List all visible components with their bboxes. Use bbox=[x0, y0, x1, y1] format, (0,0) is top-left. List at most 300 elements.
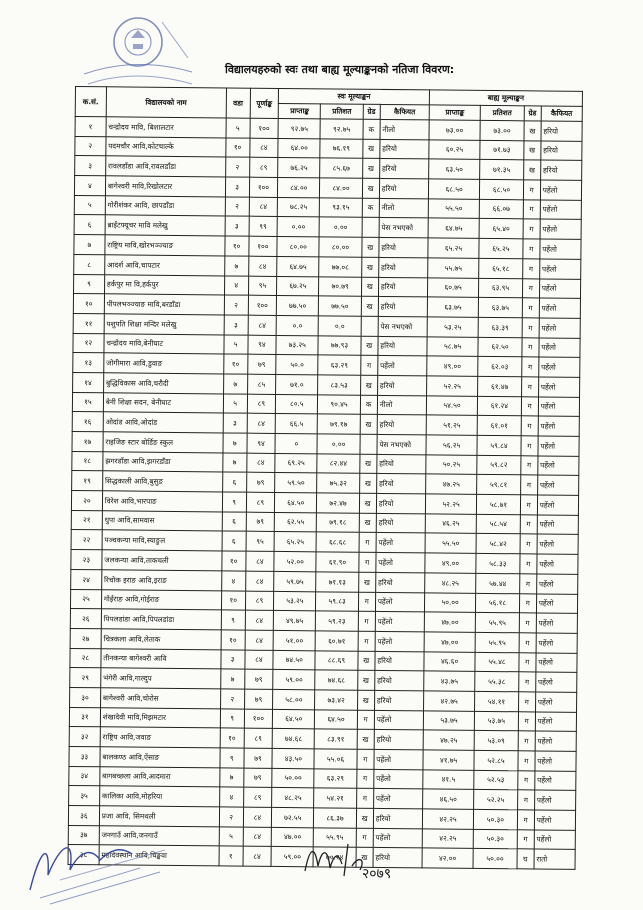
cell-ext-grade: ख bbox=[524, 121, 541, 141]
cell-ext-percent: ६१.०१ bbox=[477, 416, 521, 436]
cell-ext-grade: ग bbox=[522, 298, 539, 318]
cell-self-grade: ख bbox=[358, 651, 375, 671]
cell-ext-grade: ग bbox=[523, 239, 540, 259]
cell-ext-grade: घ bbox=[517, 849, 534, 869]
cell-self-obtained: ५३.२५ bbox=[274, 591, 316, 611]
cell-full-marks: ८४ bbox=[249, 138, 278, 158]
cell-sn: २९ bbox=[70, 668, 101, 688]
cell-self-percent: ७९.१८ bbox=[317, 513, 359, 533]
cell-ward: ९ bbox=[221, 610, 245, 630]
cell-sn: ३६ bbox=[68, 806, 99, 826]
cell-ext-percent: ७१.३५ bbox=[480, 160, 524, 180]
cell-self-remarks: पहेंलो bbox=[373, 789, 422, 809]
cell-full-marks: ७९ bbox=[246, 512, 275, 532]
cell-self-remarks: नीलो bbox=[380, 119, 429, 139]
cell-self-obtained: ६४.७५ bbox=[277, 256, 319, 276]
cell-full-marks: ८४ bbox=[249, 197, 278, 217]
header-self-remarks: कैफियत bbox=[380, 104, 429, 119]
cell-ext-grade: ग bbox=[521, 396, 538, 416]
cell-self-percent: ७२.४७ bbox=[317, 493, 359, 513]
cell-self-obtained: ५९.०० bbox=[273, 670, 315, 690]
cell-ext-obtained: ४७.२५ bbox=[423, 730, 475, 750]
cell-ext-grade: ग bbox=[518, 751, 535, 771]
cell-full-marks: १०० bbox=[248, 295, 277, 315]
cell-ext-percent: ७१.७३ bbox=[480, 140, 524, 160]
cell-ext-remarks: पहेंलो bbox=[540, 180, 581, 200]
cell-ext-obtained: ५२.२५ bbox=[425, 494, 477, 514]
cell-school-name: राष्ट्रिय मावि,खोरभञ्ज्याङ bbox=[105, 235, 225, 256]
cell-self-remarks: नीलो bbox=[377, 395, 426, 415]
cell-self-obtained: ७३.२५ bbox=[276, 335, 318, 355]
cell-ext-percent: ६३.३९ bbox=[478, 317, 522, 337]
cell-self-percent: ८५.६७ bbox=[320, 158, 362, 178]
cell-school-name: चित्रकला आवि,लेताक bbox=[101, 629, 221, 650]
cell-self-grade: ग bbox=[356, 769, 373, 789]
cell-self-grade: ग bbox=[359, 533, 376, 553]
cell-self-obtained: ८०.०० bbox=[277, 237, 319, 257]
cell-self-remarks: हरियो bbox=[378, 297, 427, 317]
cell-ext-grade: ग bbox=[517, 770, 534, 790]
cell-self-obtained: ७६.२५ bbox=[278, 158, 320, 178]
cell-ext-percent: ६५.४० bbox=[479, 219, 523, 239]
cell-ext-obtained: ५३.७५ bbox=[423, 710, 475, 730]
cell-ext-obtained: ५५.५० bbox=[428, 199, 480, 219]
cell-ward: १० bbox=[221, 630, 245, 650]
cell-ext-remarks: पहेंलो bbox=[537, 475, 578, 495]
cell-ward: १० bbox=[225, 236, 249, 256]
cell-sn: २३ bbox=[71, 550, 102, 570]
cell-ext-obtained: ४६.५० bbox=[422, 789, 474, 809]
cell-full-marks: १०० bbox=[249, 236, 278, 256]
cell-ward: ७ bbox=[222, 453, 246, 473]
cell-ward: १० bbox=[223, 354, 247, 374]
cell-self-remarks: हरियो bbox=[378, 257, 427, 277]
cell-self-remarks: पहेंलो bbox=[374, 749, 423, 769]
cell-ward: १० bbox=[222, 551, 246, 571]
header-school-name: विद्यालयको नाम bbox=[106, 87, 226, 118]
cell-full-marks: ८४ bbox=[243, 827, 272, 847]
cell-school-name: जोगीमारा आवि,डुवाङ bbox=[104, 353, 224, 374]
cell-self-obtained: ७१.० bbox=[276, 374, 318, 394]
cell-ward: ३ bbox=[225, 177, 249, 197]
cell-self-grade: क bbox=[362, 198, 379, 218]
cell-ext-percent: ६१.४७ bbox=[478, 376, 522, 396]
cell-self-remarks: हरियो bbox=[377, 375, 426, 395]
cell-full-marks: ७९ bbox=[246, 473, 275, 493]
cell-ext-remarks: पहेंलो bbox=[535, 731, 576, 751]
cell-ward: ५ bbox=[226, 118, 250, 138]
cell-ext-percent: ५२.२५ bbox=[474, 790, 518, 810]
cell-self-grade: ख bbox=[357, 730, 374, 750]
cell-self-percent: ६८.६८ bbox=[316, 532, 358, 552]
cell-self-obtained: ४९.७५ bbox=[273, 611, 315, 631]
cell-self-remarks: हरियो bbox=[373, 848, 422, 868]
cell-ext-obtained: ४९.०० bbox=[427, 356, 479, 376]
cell-ext-percent: ५५.९५ bbox=[476, 613, 520, 633]
header-ext-percent: प्रतिशत bbox=[480, 105, 524, 120]
cell-self-grade: ग bbox=[358, 611, 375, 631]
cell-ext-remarks: पहेंलो bbox=[535, 771, 576, 791]
cell-self-remarks: पहेंलो bbox=[373, 828, 422, 848]
cell-self-obtained: ७८.२५ bbox=[277, 197, 319, 217]
cell-self-grade: ख bbox=[359, 474, 376, 494]
cell-ext-remarks: पहेंलो bbox=[534, 830, 575, 850]
cell-self-remarks: पहेंलो bbox=[375, 612, 424, 632]
cell-self-grade: ग bbox=[356, 789, 373, 809]
cell-ext-remarks: पहेंलो bbox=[539, 318, 580, 338]
cell-ext-obtained: ५०.२५ bbox=[426, 455, 478, 475]
cell-school-name: गोईराङ आवि,गोईराङ bbox=[101, 589, 221, 610]
cell-ext-grade: ग bbox=[523, 200, 540, 220]
cell-ext-obtained: ६०.२५ bbox=[429, 140, 481, 160]
cell-self-grade: ख bbox=[361, 296, 378, 316]
signature-date: २०७९ bbox=[362, 866, 392, 882]
cell-ext-grade: ग bbox=[520, 455, 537, 475]
cell-self-obtained: ५८.०० bbox=[273, 689, 315, 709]
cell-ward: ९ bbox=[220, 748, 244, 768]
cell-ext-percent: ५९.८२ bbox=[477, 455, 521, 475]
cell-self-obtained: ७४.६८ bbox=[272, 729, 314, 749]
cell-ext-obtained: ५१.२५ bbox=[426, 415, 478, 435]
cell-self-percent: ८०.०० bbox=[319, 237, 361, 257]
cell-ext-percent: ६८.५० bbox=[480, 179, 524, 199]
cell-ext-percent: ५६.१८ bbox=[476, 593, 520, 613]
cell-ext-grade: ग bbox=[519, 593, 536, 613]
cell-self-percent: ९२.७५ bbox=[320, 119, 362, 139]
cell-school-name: महादेवस्थान आवि,चिङ्खवा bbox=[99, 845, 219, 866]
cell-ward: २ bbox=[224, 295, 248, 315]
cell-self-percent: ६३.२९ bbox=[314, 769, 356, 789]
cell-self-remarks: हरियो bbox=[375, 651, 424, 671]
cell-ext-remarks: पहेंलो bbox=[537, 554, 578, 574]
cell-ext-percent: ६५.१८ bbox=[479, 258, 523, 278]
cell-self-grade: ख bbox=[360, 415, 377, 435]
cell-ext-obtained: ५३.२५ bbox=[427, 317, 479, 337]
cell-full-marks: ८४ bbox=[245, 650, 274, 670]
cell-school-name: आदर्श आवि,चापटार bbox=[105, 255, 225, 276]
signature-and-stamp bbox=[20, 820, 220, 905]
cell-self-percent: ७४.६८ bbox=[315, 670, 357, 690]
cell-ext-remarks: पहेंलो bbox=[535, 751, 576, 771]
cell-self-grade: ग bbox=[356, 828, 373, 848]
cell-ward: ५ bbox=[224, 335, 248, 355]
cell-sn: ३२ bbox=[69, 727, 100, 747]
cell-school-name: जनगाउँ आवि,जनगाउँ bbox=[99, 826, 219, 847]
cell-ext-percent: ५९.८४ bbox=[477, 435, 521, 455]
cell-ext-obtained: ४१.७५ bbox=[423, 750, 475, 770]
cell-ext-percent: ५८.५४ bbox=[477, 514, 521, 534]
evaluation-results-table bbox=[68, 86, 583, 870]
cell-school-name: रिचोक इराङ आवि,इराङ bbox=[101, 570, 221, 591]
cell-sn: १९ bbox=[72, 471, 103, 491]
cell-ext-remarks: हरियो bbox=[541, 121, 582, 141]
cell-self-grade: ख bbox=[359, 513, 376, 533]
cell-ext-percent: ५८.७१ bbox=[477, 494, 521, 514]
cell-school-name: राइजिङ स्टार बोर्डिङ स्कुल bbox=[103, 432, 223, 453]
cell-self-remarks: पहेंलो bbox=[374, 769, 423, 789]
cell-ext-grade: ग bbox=[519, 613, 536, 633]
cell-full-marks: ८४ bbox=[243, 847, 272, 867]
cell-full-marks: ७९ bbox=[243, 768, 272, 788]
cell-full-marks: ८५ bbox=[247, 374, 276, 394]
cell-self-remarks: हरियो bbox=[374, 730, 423, 750]
cell-full-marks: ८९ bbox=[249, 158, 278, 178]
cell-self-grade: ख bbox=[362, 178, 379, 198]
cell-self-percent: ७३.४२ bbox=[315, 690, 357, 710]
cell-sn: २६ bbox=[70, 609, 101, 629]
cell-self-percent: ७७.०८ bbox=[319, 257, 361, 277]
cell-ext-grade: ग bbox=[518, 692, 535, 712]
cell-school-name: तीनकन्या बागेश्वरी आवि bbox=[101, 648, 221, 669]
cell-ext-remarks: पहेंलो bbox=[535, 672, 576, 692]
cell-school-name: हर्कपुर मा वि,हर्कपुर bbox=[104, 274, 224, 295]
cell-full-marks: ९९ bbox=[249, 217, 278, 237]
cell-self-obtained: ६९.२५ bbox=[275, 453, 317, 473]
cell-ext-grade: ग bbox=[521, 436, 538, 456]
cell-ext-grade: ख bbox=[523, 160, 540, 180]
cell-ext-percent: ५५.४८ bbox=[475, 652, 519, 672]
cell-ext-grade: ग bbox=[517, 810, 534, 830]
cell-ext-percent: ६३.९५ bbox=[479, 278, 523, 298]
header-serial: क.सं. bbox=[75, 87, 106, 117]
cell-full-marks: ८९ bbox=[245, 591, 274, 611]
cell-school-name: पञ्चकन्या मावि,स्याङुल bbox=[102, 530, 222, 551]
cell-ext-percent: ५७.४४ bbox=[476, 573, 520, 593]
cell-self-grade: ख bbox=[359, 454, 376, 474]
header-ext-obtained: प्राप्ताङ्क bbox=[429, 105, 481, 120]
cell-school-name: गोरीशंकर आवि, छापडाँडा bbox=[105, 196, 225, 217]
cell-full-marks: १०० bbox=[250, 118, 279, 138]
cell-sn: १४ bbox=[73, 372, 104, 392]
cell-ext-grade: ग bbox=[518, 731, 535, 751]
cell-ext-remarks: पहेंलो bbox=[539, 259, 580, 279]
cell-ext-percent: ५५.३८ bbox=[475, 672, 519, 692]
cell-full-marks: ७९ bbox=[244, 669, 273, 689]
cell-full-marks: ८४ bbox=[245, 630, 274, 650]
cell-self-percent: ७६.१९ bbox=[320, 139, 362, 159]
cell-ext-remarks: पहेंलो bbox=[538, 377, 579, 397]
cell-ext-obtained: ६३.७५ bbox=[427, 297, 479, 317]
cell-sn: ९ bbox=[74, 274, 105, 294]
cell-ext-grade: ग bbox=[520, 534, 537, 554]
cell-sn: १७ bbox=[72, 431, 103, 451]
cell-ext-grade: ग bbox=[518, 672, 535, 692]
cell-self-grade: ख bbox=[356, 848, 373, 868]
cell-ext-obtained: ४८.२५ bbox=[425, 573, 477, 593]
cell-full-marks: ८४ bbox=[247, 413, 276, 433]
cell-ward: ३ bbox=[223, 413, 247, 433]
cell-ext-remarks: पहेंलो bbox=[536, 653, 577, 673]
cell-ext-grade: ख bbox=[523, 140, 540, 160]
cell-self-remarks: पहेंलो bbox=[374, 710, 423, 730]
header-self-percent: प्रतिशत bbox=[321, 104, 363, 119]
cell-sn: १५ bbox=[72, 392, 103, 412]
cell-ext-percent: ५९.८१ bbox=[477, 475, 521, 495]
cell-self-remarks: हरियो bbox=[379, 159, 428, 179]
cell-school-name: बुद्धिविकास आवि,चरौदी bbox=[103, 373, 223, 394]
cell-self-grade: क bbox=[363, 119, 380, 139]
cell-self-percent: ५५.९५ bbox=[314, 828, 356, 848]
cell-sn: ३ bbox=[75, 156, 106, 176]
cell-self-grade: ख bbox=[362, 139, 379, 159]
cell-self-obtained: ०.० bbox=[276, 315, 318, 335]
header-full-marks: पूर्णाङ्क bbox=[250, 88, 279, 118]
cell-ext-percent: ५२.५३ bbox=[474, 770, 518, 790]
cell-ext-grade: ग bbox=[521, 416, 538, 436]
cell-ext-percent: ६२.०३ bbox=[478, 357, 522, 377]
cell-self-remarks: हरियो bbox=[378, 336, 427, 356]
cell-self-grade: ख bbox=[361, 257, 378, 277]
cell-self-grade: ग bbox=[360, 356, 377, 376]
cell-ext-grade: ग bbox=[521, 377, 538, 397]
cell-ext-obtained: ६०.७५ bbox=[427, 277, 479, 297]
cell-sn: २५ bbox=[70, 589, 101, 609]
cell-sn: १३ bbox=[73, 353, 104, 373]
cell-ext-grade: ग bbox=[520, 515, 537, 535]
cell-self-obtained: ९२.७५ bbox=[278, 118, 320, 138]
cell-ext-remarks: पहेंलो bbox=[540, 239, 581, 259]
cell-ward: २ bbox=[219, 807, 243, 827]
cell-self-percent: ८८.६९ bbox=[315, 650, 357, 670]
cell-self-percent: ९०.४५ bbox=[318, 394, 360, 414]
cell-full-marks: ९४ bbox=[248, 335, 277, 355]
cell-self-remarks: पहेंलो bbox=[376, 553, 425, 573]
cell-self-obtained: ५०.० bbox=[276, 355, 318, 375]
cell-self-grade: ग bbox=[359, 552, 376, 572]
cell-ext-remarks: रातो bbox=[534, 849, 575, 869]
cell-ext-obtained: ५०.०० bbox=[424, 592, 476, 612]
cell-school-name: पदमचौर आवि,कोटचाल्के bbox=[106, 136, 226, 157]
cell-ext-percent: ५०.३० bbox=[474, 809, 518, 829]
cell-self-remarks: हरियो bbox=[376, 474, 425, 494]
cell-self-percent: ७७.५० bbox=[319, 296, 361, 316]
cell-full-marks: ९५ bbox=[246, 532, 275, 552]
cell-ward: ४ bbox=[219, 787, 243, 807]
cell-ext-remarks: पहेंलो bbox=[539, 278, 580, 298]
cell-ext-grade: ग bbox=[519, 652, 536, 672]
cell-self-percent: ६४.५० bbox=[315, 709, 357, 729]
cell-ext-grade: ग bbox=[520, 475, 537, 495]
cell-self-remarks: पहेंलो bbox=[376, 533, 425, 553]
cell-self-grade: ग bbox=[358, 631, 375, 651]
cell-school-name: चन्द्रोदय मावि,बेनीघाट bbox=[104, 333, 224, 354]
cell-self-grade: ग bbox=[358, 592, 375, 612]
cell-self-remarks: पेस नभएको bbox=[378, 316, 427, 336]
cell-ext-percent: ६३.७५ bbox=[479, 298, 523, 318]
cell-ward: ७ bbox=[220, 669, 244, 689]
cell-self-grade: ख bbox=[361, 277, 378, 297]
cell-ext-obtained: ४२.७५ bbox=[423, 691, 475, 711]
cell-full-marks: ८४ bbox=[248, 315, 277, 335]
cell-ext-percent: ७३.०० bbox=[480, 120, 524, 140]
cell-school-name: ओदांड आवि,ओदांड bbox=[103, 412, 223, 433]
cell-school-name: कालिका आवि,मोहरिया bbox=[99, 786, 219, 807]
cell-full-marks: १०० bbox=[249, 177, 278, 197]
cell-school-name: पिपलडांडा आवि,पिपलडांडा bbox=[101, 609, 221, 630]
cell-self-percent: ६०.७१ bbox=[316, 631, 358, 651]
header-external-evaluation: बाह्य मूल्याङ्कन bbox=[429, 90, 582, 106]
cell-self-obtained: ८०.५ bbox=[276, 394, 318, 414]
cell-self-obtained: ६४.५० bbox=[275, 492, 317, 512]
cell-full-marks: ९५ bbox=[248, 276, 277, 296]
cell-self-percent: ६१.९० bbox=[316, 552, 358, 572]
cell-self-obtained: ६४.५० bbox=[273, 709, 315, 729]
cell-ext-obtained: ६८.५० bbox=[428, 179, 480, 199]
cell-ext-obtained: ४६.२५ bbox=[425, 514, 477, 534]
cell-ext-remarks: पहेंलो bbox=[536, 633, 577, 653]
cell-sn: २० bbox=[71, 491, 102, 511]
cell-self-percent: ८३.५३ bbox=[318, 375, 360, 395]
cell-sn: ११ bbox=[73, 313, 104, 333]
cell-self-obtained: ६२.५५ bbox=[274, 512, 316, 532]
cell-self-obtained: ७७.५० bbox=[276, 296, 318, 316]
cell-self-grade bbox=[361, 316, 378, 336]
cell-ext-obtained: ४९.०० bbox=[425, 553, 477, 573]
cell-ext-percent: ५२.८५ bbox=[474, 750, 518, 770]
cell-ext-remarks: पहेंलो bbox=[537, 515, 578, 535]
office-seal-stamp bbox=[76, 14, 196, 92]
cell-self-percent: ८६.३७ bbox=[314, 808, 356, 828]
cell-self-remarks: हरियो bbox=[378, 277, 427, 297]
cell-self-percent: ८४.०० bbox=[320, 178, 362, 198]
cell-self-obtained: ६७.२५ bbox=[277, 276, 319, 296]
page-title: विद्यालयहरुको स्वः तथा बाह्य मूल्याङ्कनको नतिजा विवरण: bbox=[225, 63, 455, 76]
cell-ward: ७ bbox=[223, 374, 247, 394]
cell-self-grade: ख bbox=[357, 690, 374, 710]
cell-self-obtained: ५९.५० bbox=[275, 473, 317, 493]
cell-ext-remarks: पहेंलो bbox=[538, 397, 579, 417]
cell-full-marks: ८४ bbox=[245, 571, 274, 591]
cell-ext-remarks: पहेंलो bbox=[534, 790, 575, 810]
cell-school-name: जलकन्या आवि,ताकचली bbox=[102, 550, 222, 571]
cell-ward: ३ bbox=[221, 649, 245, 669]
cell-self-obtained: ४३.५० bbox=[272, 748, 314, 768]
cell-ext-remarks: पहेंलो bbox=[537, 495, 578, 515]
cell-ext-percent: ५०.३० bbox=[473, 829, 517, 849]
cell-ext-remarks: पहेंलो bbox=[536, 574, 577, 594]
cell-sn: ३४ bbox=[69, 766, 100, 786]
cell-sn: २४ bbox=[71, 569, 102, 589]
cell-ext-obtained: ६५.२५ bbox=[428, 238, 480, 258]
cell-sn: ३१ bbox=[69, 707, 100, 727]
cell-ext-obtained: ४२.०० bbox=[422, 848, 474, 868]
cell-full-marks: ८४ bbox=[246, 551, 275, 571]
cell-ext-obtained: ४७.०० bbox=[424, 612, 476, 632]
cell-ext-grade: ग bbox=[522, 337, 539, 357]
cell-self-percent: ६३.२९ bbox=[318, 355, 360, 375]
cell-self-remarks: हरियो bbox=[376, 493, 425, 513]
cell-self-obtained: ५९.७५ bbox=[274, 571, 316, 591]
cell-ext-remarks: पहेंलो bbox=[540, 200, 581, 220]
cell-ward: ७ bbox=[219, 768, 243, 788]
cell-ext-percent: ५८.३३ bbox=[476, 553, 520, 573]
header-ext-remarks: कैफियत bbox=[541, 106, 582, 121]
cell-self-percent: ७७.९३ bbox=[318, 335, 360, 355]
cell-self-obtained: ० bbox=[275, 433, 317, 453]
header-ext-grade: ग्रेड bbox=[524, 106, 541, 121]
cell-self-percent: ७१.१३ bbox=[316, 572, 358, 592]
cell-school-name: पीपलभञ्ज्याङ मावि,बरडाँडा bbox=[104, 294, 224, 315]
cell-ward: २ bbox=[225, 157, 249, 177]
cell-ext-remarks: पहेंलो bbox=[539, 357, 580, 377]
cell-self-remarks: नीलो bbox=[379, 198, 428, 218]
cell-self-obtained: ८४.०० bbox=[278, 178, 320, 198]
cell-school-name: राष्ट्रिय आवि,जवाङ bbox=[100, 727, 220, 748]
cell-self-grade: ख bbox=[360, 375, 377, 395]
cell-sn: ७ bbox=[74, 235, 105, 255]
cell-self-percent: ०.०० bbox=[317, 434, 359, 454]
cell-self-obtained: ४७.०० bbox=[271, 827, 313, 847]
